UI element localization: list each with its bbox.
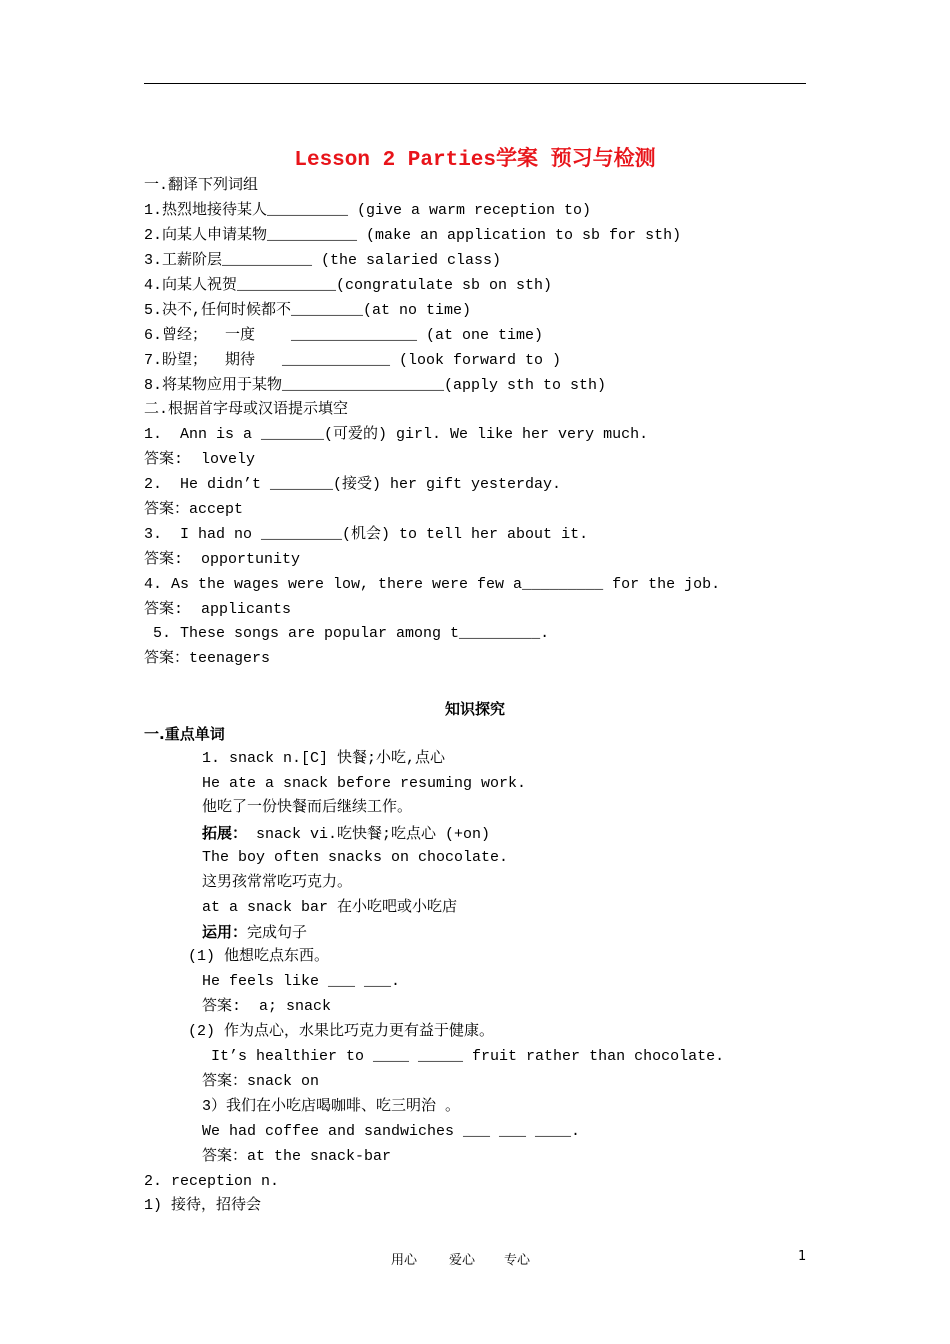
part1-item: 6.曾经； 一度 ______________ (at one time)	[144, 327, 544, 344]
page-title: Lesson 2 Parties学案 预习与检测	[294, 149, 656, 172]
word-entry-snack: 1. snack n.[C] 快餐;小吃,点心	[202, 750, 446, 767]
part2-question: 3. I had no _________(机会) to tell her about it.	[144, 526, 589, 543]
word-entry-reception: 2. reception n.	[144, 1173, 280, 1190]
extension-line	[202, 823, 490, 845]
exercise-answer: 答案：at the snack-bar	[202, 1148, 392, 1165]
footer-left: 用心	[391, 1253, 418, 1268]
usage-line	[202, 922, 307, 944]
part2-question: 2. He didn’t _______(接受) her gift yesterday.	[144, 476, 562, 493]
example-zh: 这男孩常常吃巧克力。	[202, 874, 353, 891]
footer-right: 专心	[504, 1253, 531, 1268]
usage-label: 运用：	[202, 923, 248, 941]
exercise-answer: 答案：snack on	[202, 1073, 320, 1090]
extension-text: snack vi.吃快餐;吃点心 (+on)	[247, 826, 491, 843]
part1-item: 3.工薪阶层__________ (the salaried class)	[144, 252, 502, 269]
exercise-zh: (1) 他想吃点东西。	[188, 948, 330, 965]
page-number: 1	[798, 1249, 807, 1264]
usage-text: 完成句子	[247, 925, 308, 942]
part2-question: 5. These songs are popular among t_________.	[144, 625, 550, 642]
part2-question: 4. As the wages were low, there were few a_________ for the job.	[144, 576, 721, 593]
sense-line: 1) 接待，招待会	[144, 1197, 262, 1214]
part2-answer: 答案：teenagers	[144, 650, 271, 667]
part2-heading: 二.根据首字母或汉语提示填空	[144, 401, 349, 418]
part1-item: 5.决不,任何时候都不________(at no time)	[144, 302, 472, 319]
example-en: He ate a snack before resuming work.	[202, 775, 527, 792]
exercise-en: We had coffee and sandwiches ___ ___ ____.	[202, 1123, 581, 1140]
header-rule	[144, 83, 806, 84]
exercise-zh: (2) 作为点心，水果比巧克力更有益于健康。	[188, 1023, 495, 1040]
example-en: The boy often snacks on chocolate.	[202, 849, 509, 866]
part1-item: 1.热烈地接待某人_________ (give a warm reception to)	[144, 202, 592, 219]
part1-heading: 一.翻译下列词组	[144, 177, 259, 194]
exercise-en: It’s healthier to ____ _____ fruit rather than chocolate.	[202, 1048, 725, 1065]
exercise-en: He feels like ___ ___.	[202, 973, 401, 990]
part1-item: 8.将某物应用于某物__________________(apply sth to sth)	[144, 377, 607, 394]
part2-answer: 答案: applicants	[144, 601, 292, 618]
phrase: at a snack bar 在小吃吧或小吃店	[202, 899, 458, 916]
knowledge-heading: 知识探究	[444, 700, 505, 718]
footer-middle: 爱心	[449, 1253, 476, 1268]
part2-answer: 答案：accept	[144, 501, 244, 518]
part2-question: 1. Ann is a _______(可爱的) girl. We like her very much.	[144, 426, 649, 443]
part2-answer: 答案: opportunity	[144, 551, 301, 568]
part1-item: 7.盼望； 期待 ____________ (look forward to )	[144, 352, 562, 369]
section-heading: 一.重点单词	[144, 725, 225, 743]
part2-answer: 答案: lovely	[144, 451, 256, 468]
exercise-answer: 答案: a; snack	[202, 998, 332, 1015]
extension-label: 拓展：	[202, 824, 248, 842]
part1-item: 2.向某人申请某物__________ (make an application to sb for sth)	[144, 227, 682, 244]
exercise-zh: 3）我们在小吃店喝咖啡、吃三明治 。	[202, 1098, 461, 1115]
example-zh: 他吃了一份快餐而后继续工作。	[202, 799, 413, 816]
part1-item: 4.向某人祝贺___________(congratulate sb on sth)	[144, 277, 553, 294]
